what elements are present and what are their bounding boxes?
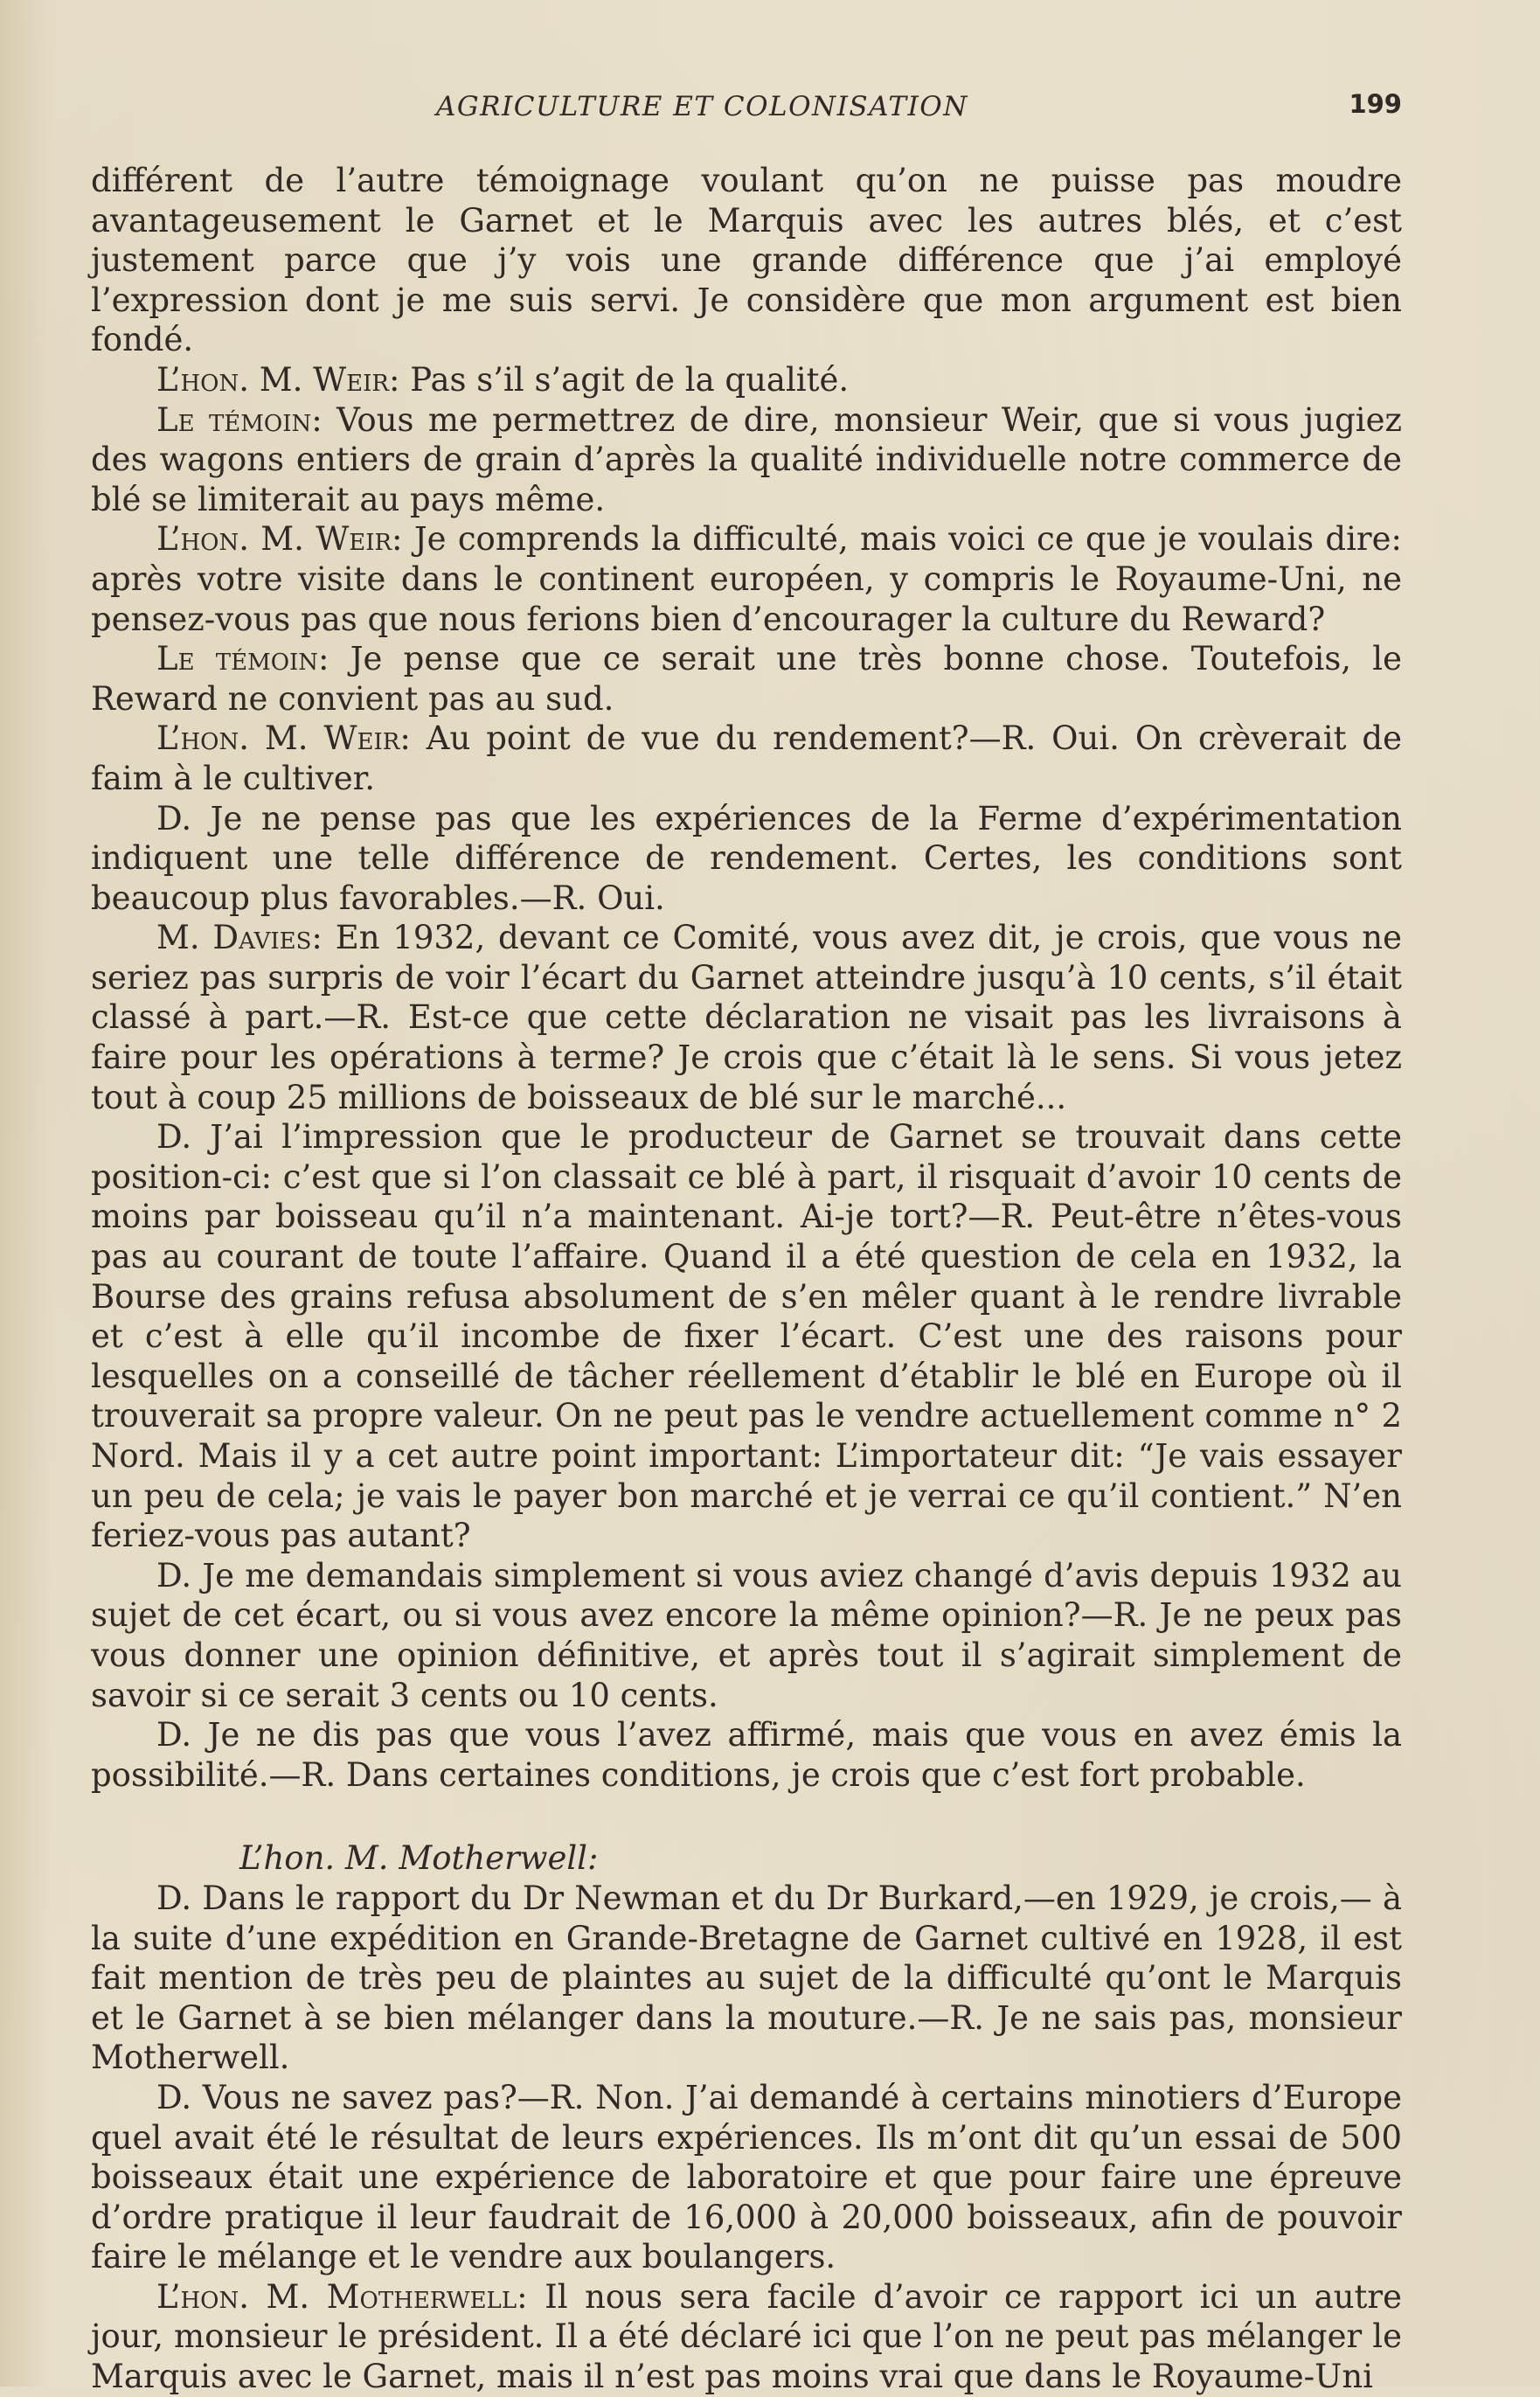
paragraph [91, 2078, 1402, 2277]
paragraph-text: D. Dans le rapport du Dr Newman et du Dr Burkard,—en 1929, je crois,— à la suite d’une expédition en Grande-Bretagne de Garnet cultivé en 1928, il est fait mention de très peu de plaintes au sujet de la difficulté qu’ont le Marquis et le Garnet à se bien mélanger dans la mouture.—R. Je ne sais pas, monsieur Motherwell. [91, 1879, 1402, 2077]
paragraph [91, 639, 1402, 719]
paragraph [91, 360, 1402, 400]
page-number: 199 [1349, 89, 1402, 119]
paragraph-text: différent de l’autre témoignage voulant qu’on ne puisse pas moudre avantageusement le Garnet et le Marquis avec les autres blés, et c’est justement parce que j’y vois une grande différence que j’ai employé l’expression dont je me suis servi. Je considère que mon argument est bien fondé. [91, 162, 1402, 359]
speaker-label: M. Davies: [156, 919, 323, 957]
paragraph [91, 161, 1402, 360]
paragraph-text: D. Je ne pense pas que les expériences de la Ferme d’expérimentation indiquent une telle différence de rendement. Certes, les conditions sont beaucoup plus favorables.—R. Oui. [91, 799, 1402, 917]
section-heading: L’hon. M. Motherwell: [239, 1839, 599, 1878]
paragraph-text: D. Vous ne savez pas?—R. Non. J’ai demandé à certains minotiers d’Europe quel avait été le résultat de leurs expériences. Ils m’ont dit qu’un essai de 500 boisseaux était une expérience de laboratoire et que pour faire une épreuve d’ordre pratique il leur faudrait de 16,000 à 20,000 boisseaux, afin de pouvoir faire le mélange et le vendre aux boulangers. [91, 2078, 1402, 2276]
paragraph-text: D. Je me demandais simplement si vous aviez changé d’avis depuis 1932 au sujet de cet écart, ou si vous avez encore la même opinion?—R. Je ne peux pas vous donner une opinion définitive, et après tout il s’agirait simplement de savoir si ce serait 3 cents ou 10 cents. [91, 1556, 1402, 1714]
speaker-label: L’hon. M. Weir: [156, 360, 400, 399]
paragraph [91, 1715, 1402, 1795]
paragraph [91, 1556, 1402, 1715]
paragraph [91, 1117, 1402, 1556]
speaker-label: L’hon. M. Motherwell: [156, 2277, 528, 2316]
page-header [91, 91, 1402, 129]
paragraph-text: Vous me permettrez de dire, monsieur Weir, que si vous jugiez des wagons entiers de grain d’après la qualité individuelle notre commerce de blé se limiterait au pays même. [91, 400, 1402, 518]
paragraph-text: D. J’ai l’impression que le producteur de Garnet se trouvait dans cette position-ci: c’est que si l’on classait ce blé à part, il risquait d’avoir 10 cents de moins par boisseau qu’il n’a maintenant. Ai-je tort?—R. Peut-être n’êtes-vous pas au courant de toute l’affaire. Quand il a été question de cela en 1932, la Bourse des grains refusa absolument de s’en mêler quant à le rendre livrable et c’est à elle qu’il incombe de fixer l’écart. C’est une des raisons pour lesquelles on a conseillé de tâcher réellement d’établir le blé en Europe où il trouverait sa propre valeur. On ne peut pas le vendre actuellement comme n° 2 Nord. Mais il y a cet autre point important: L’importateur dit: “Je vais essayer un peu de cela; je vais le payer bon marché et je verrai ce qu’il contient.” N’en feriez-vous pas autant? [91, 1118, 1402, 1555]
paragraph [91, 719, 1402, 798]
paragraph [91, 918, 1402, 1117]
speaker-label: Le témoin: [156, 400, 323, 439]
speaker-label: L’hon. M. Weir: [156, 520, 403, 559]
paragraph-text: D. Je ne dis pas que vous l’avez affirmé, mais que vous en avez émis la possibilité.—R. Dans certaines conditions, je crois que c’est fort probable. [91, 1716, 1402, 1794]
paragraph [91, 400, 1402, 520]
paragraph [91, 799, 1402, 919]
paragraph [91, 2277, 1402, 2397]
paragraph-text: Au point de vue du rendement?—R. Oui. On crèverait de faim à le cultiver. [91, 719, 1403, 797]
running-title: AGRICULTURE ET COLONISATION [436, 91, 968, 122]
paragraph [91, 519, 1402, 639]
paragraph-text: Je comprends la difficulté, mais voici ce que je voulais dire: après votre visite dans le continent européen, y compris le Royaume-Uni, ne pensez-vous pas que nous ferions bien d’encourager la culture du Reward? [91, 520, 1402, 638]
speaker-label: L’hon. M. Weir: [156, 719, 411, 758]
paragraph-text: Il nous sera facile d’avoir ce rapport ici un autre jour, monsieur le président. Il a été déclaré ici que l’on ne peut pas mélanger le Marquis avec le Garnet, mais il n’est pas moins vrai que dans le Royaume-Uni [91, 2277, 1403, 2396]
paragraph-text: Je pense que ce serait une très bonne chose. Toutefois, le Reward ne convient pas au sud. [91, 640, 1402, 718]
body-text [91, 161, 1402, 2397]
speaker-label: Le témoin: [156, 640, 330, 678]
paragraph-text: Pas s’il s’agit de la qualité. [410, 360, 850, 399]
paragraph [91, 1879, 1402, 2078]
paragraph-text: En 1932, devant ce Comité, vous avez dit, je crois, que vous ne seriez pas surpris de voir l’écart du Garnet atteindre jusqu’à 10 cents, s’il était classé à part.—R. Est-ce que cette déclaration ne visait pas les livraisons à faire pour les opérations à terme? Je crois que c’était là le sens. Si vous jetez tout à coup 25 millions de boisseaux de blé sur le marché... [91, 919, 1403, 1116]
